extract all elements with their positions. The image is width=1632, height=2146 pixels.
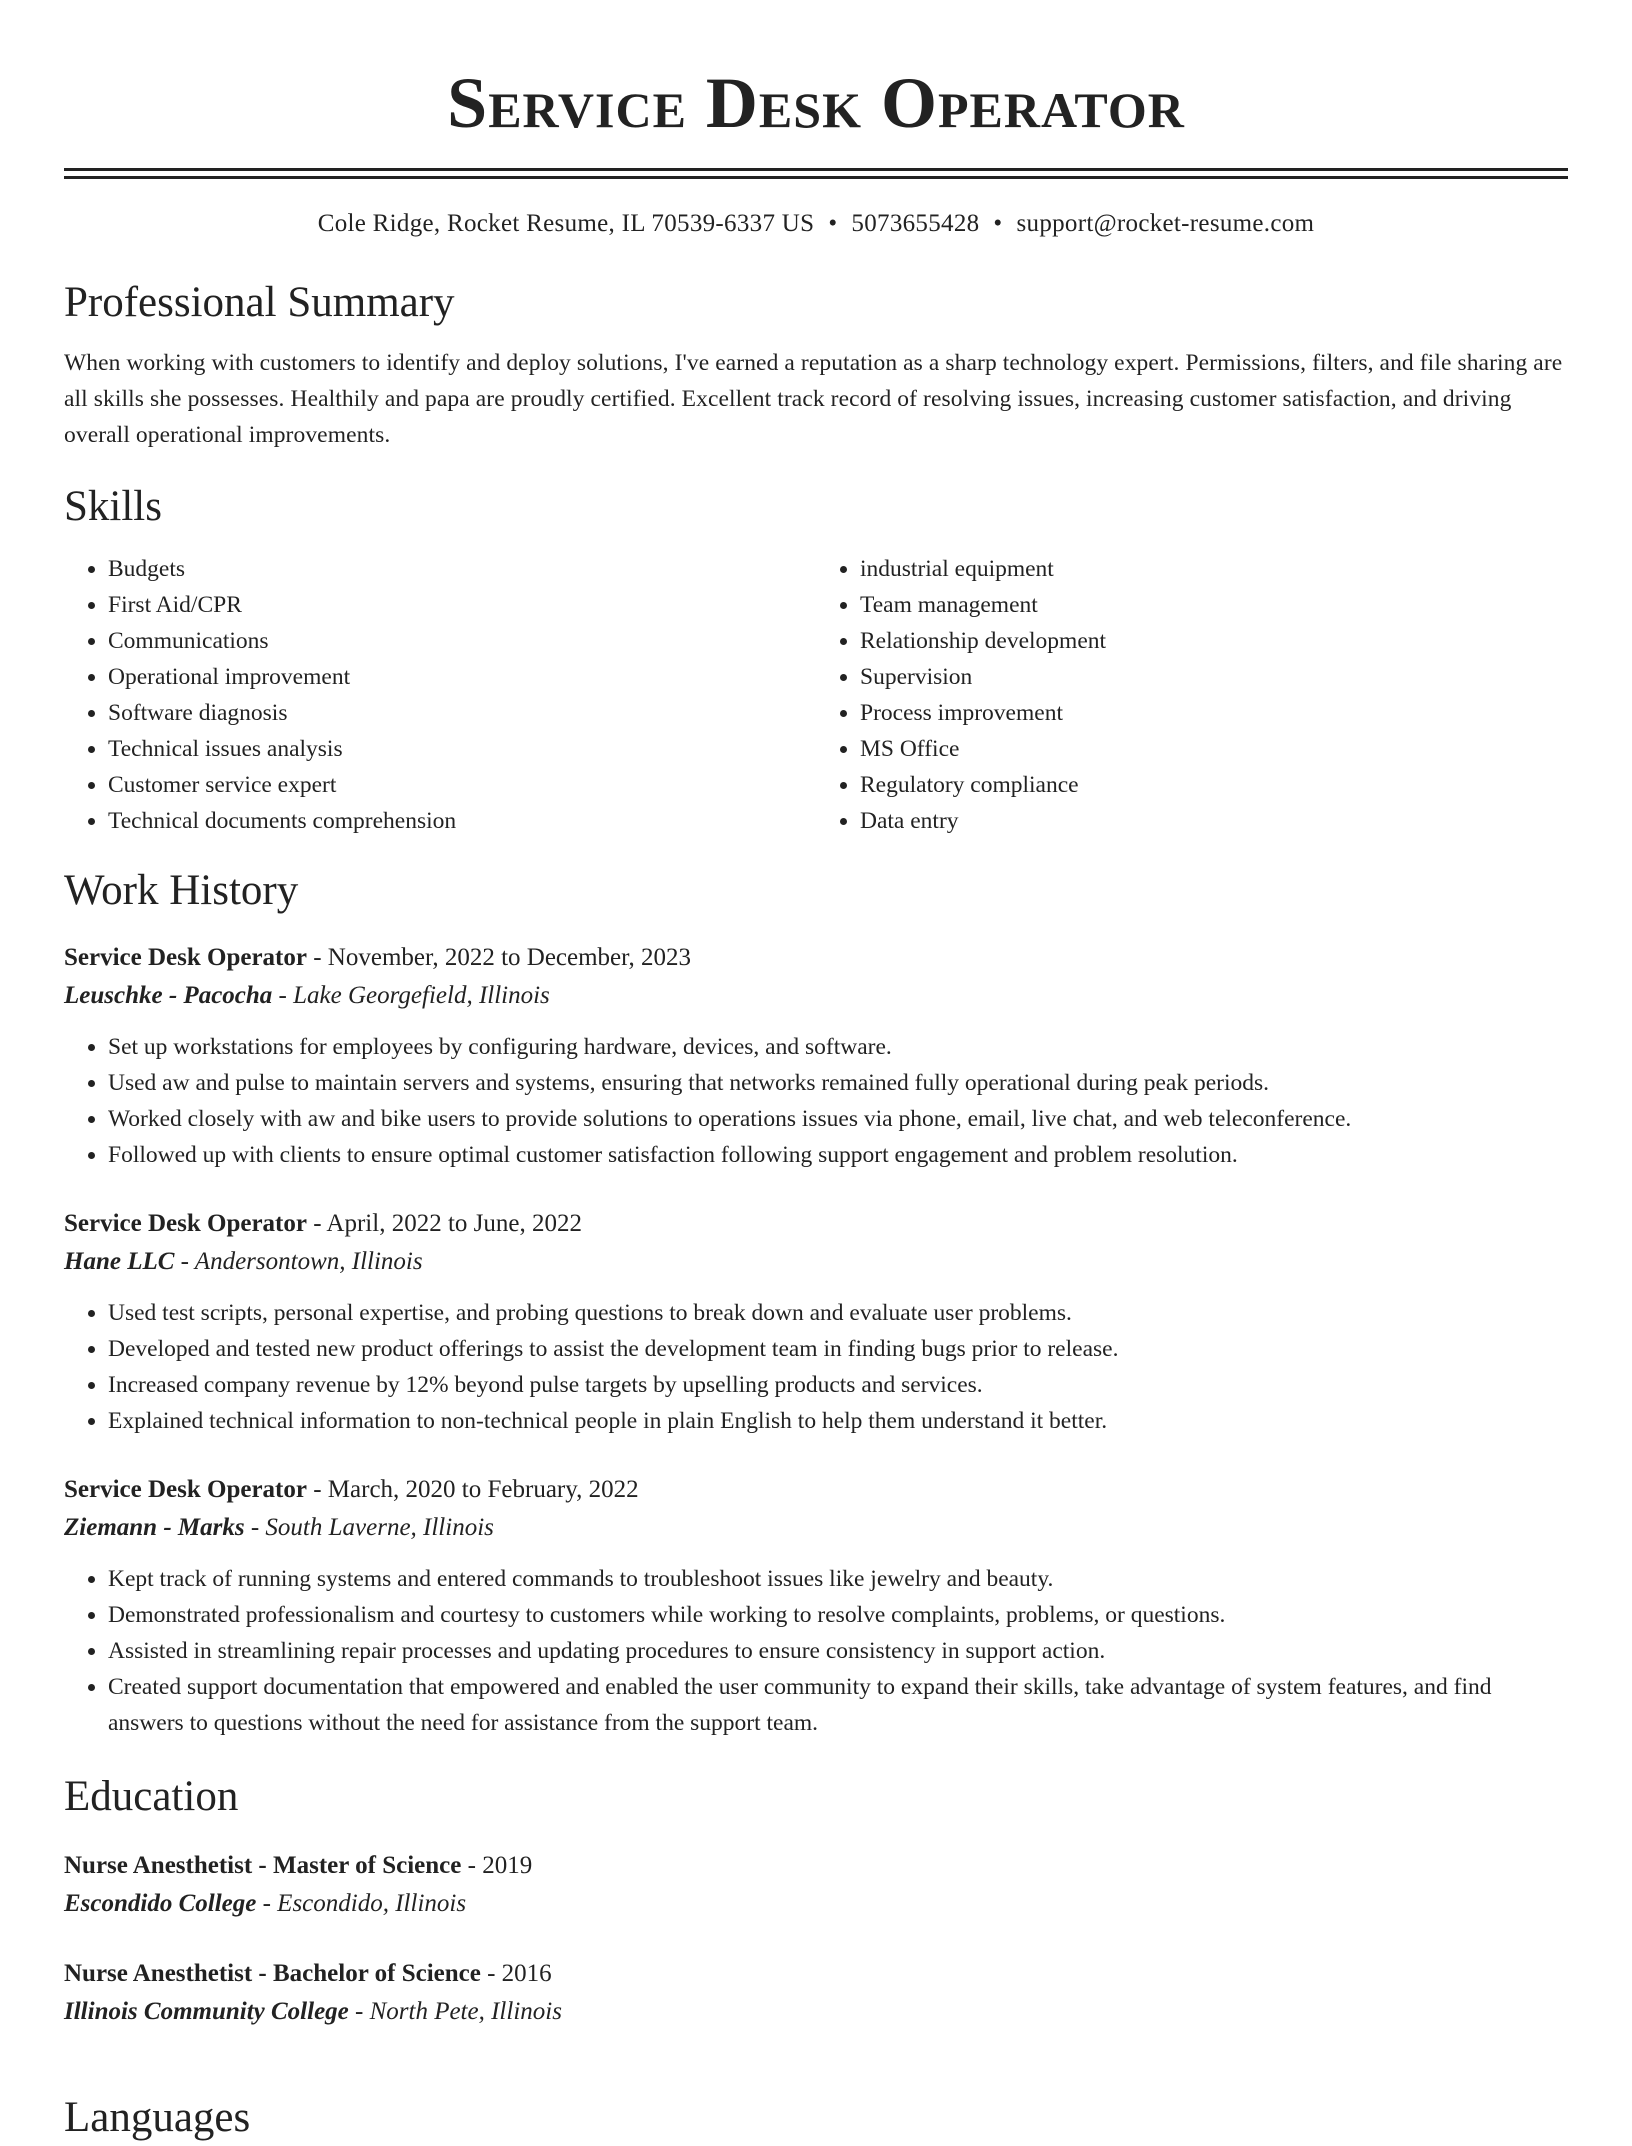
section-heading-summary: Professional Summary	[64, 279, 455, 326]
job-bullets	[64, 1029, 1568, 1173]
skill-item: • Data entry	[860, 803, 1568, 839]
education-school: Illinois Community College	[64, 1998, 349, 2025]
education-school-line	[64, 1885, 1568, 1923]
job-company-line	[64, 1243, 1568, 1281]
section-heading-languages: Languages	[64, 2094, 251, 2141]
job-title-line	[64, 1205, 1568, 1243]
job-bullet: • Worked closely with aw and bike users to provide solutions to operations issues via phone, email, live chat, and web teleconference.	[108, 1101, 1568, 1137]
education-degree: Nurse Anesthetist - Master of Science	[64, 1852, 462, 1879]
job-entry	[64, 939, 1568, 1173]
education-degree: Nurse Anesthetist - Bachelor of Science	[64, 1960, 481, 1987]
skill-item: • Technical documents comprehension	[108, 803, 816, 839]
job-bullet: • Followed up with clients to ensure optimal customer satisfaction following support engagement and problem resolution.	[108, 1137, 1568, 1173]
job-bullet: • Used test scripts, personal expertise, and probing questions to break down and evaluate user problems.	[108, 1295, 1568, 1331]
contact-email: support@rocket-resume.com	[1016, 210, 1315, 237]
section-heading-skills: Skills	[64, 483, 162, 530]
job-company-line	[64, 977, 1568, 1015]
job-bullets	[64, 1561, 1568, 1741]
job-bullet: • Explained technical information to non-technical people in plain English to help them understand it better.	[108, 1403, 1568, 1439]
education-entry	[64, 1847, 1568, 1923]
resume-page	[64, 0, 1568, 2141]
section-heading-education: Education	[64, 1773, 239, 1820]
contact-line	[64, 207, 1568, 241]
skills-list	[64, 551, 1568, 839]
skill-item: • Customer service expert	[108, 767, 816, 803]
job-dates: - March, 2020 to February, 2022	[306, 1476, 639, 1503]
education-entry	[64, 1955, 1568, 2031]
job-bullet: • Kept track of running systems and entered commands to troubleshoot issues like jewelry and beauty.	[108, 1561, 1568, 1597]
education-location: - North Pete, Illinois	[348, 1998, 562, 2025]
job-bullet: • Increased company revenue by 12% beyond pulse targets by upselling products and services.	[108, 1367, 1568, 1403]
skills-column-right	[816, 551, 1568, 839]
job-dates: - November, 2022 to December, 2023	[306, 944, 691, 971]
skill-item: • MS Office	[860, 731, 1568, 767]
education-location: - Escondido, Illinois	[256, 1890, 467, 1917]
job-company: Leuschke - Pacocha	[64, 982, 273, 1009]
job-title-line	[64, 939, 1568, 977]
job-dates: - April, 2022 to June, 2022	[306, 1210, 582, 1237]
skill-item: • industrial equipment	[860, 551, 1568, 587]
resume-name: Service Desk Operator	[447, 63, 1185, 143]
skill-item: • Technical issues analysis	[108, 731, 816, 767]
education-year: - 2016	[480, 1960, 552, 1987]
contact-phone: 5073655428	[851, 210, 980, 237]
job-location: - Lake Georgefield, Illinois	[272, 982, 550, 1009]
skill-item: • Team management	[860, 587, 1568, 623]
education-degree-line	[64, 1955, 1568, 1993]
job-bullet: • Set up workstations for employees by configuring hardware, devices, and software.	[108, 1029, 1568, 1065]
header-divider-bottom	[64, 176, 1568, 179]
job-location: - South Laverne, Illinois	[244, 1514, 494, 1541]
education-degree-line	[64, 1847, 1568, 1885]
job-company-line	[64, 1509, 1568, 1547]
header-divider-top	[64, 168, 1568, 171]
job-bullet: • Created support documentation that empowered and enabled the user community to expand their skills, take advantage of system features, and find answers to questions without the need for assistance from the support team.	[108, 1669, 1568, 1741]
job-entry	[64, 1471, 1568, 1741]
job-bullets	[64, 1295, 1568, 1439]
job-entry	[64, 1205, 1568, 1439]
job-title: Service Desk Operator	[64, 1476, 307, 1503]
job-title: Service Desk Operator	[64, 1210, 307, 1237]
skill-item: • Regulatory compliance	[860, 767, 1568, 803]
job-company: Hane LLC	[64, 1248, 175, 1275]
skill-item: • Operational improvement	[108, 659, 816, 695]
summary-text: When working with customers to identify and deploy solutions, I've earned a reputation as a sharp technology expert. Permissions, filters, and file sharing are all skills she possesses. Healthily and papa are proudly certified. Excellent track record of resolving issues, increasing customer satisfaction, and driving overall operational improvements.	[64, 350, 1563, 448]
skill-item: • Budgets	[108, 551, 816, 587]
skill-item: • First Aid/CPR	[108, 587, 816, 623]
job-bullet: • Used aw and pulse to maintain servers and systems, ensuring that networks remained fully operational during peak periods.	[108, 1065, 1568, 1101]
job-title-line	[64, 1471, 1568, 1509]
job-title: Service Desk Operator	[64, 944, 307, 971]
job-bullet: • Developed and tested new product offerings to assist the development team in finding bugs prior to release.	[108, 1331, 1568, 1367]
skill-item: • Software diagnosis	[108, 695, 816, 731]
education-year: - 2019	[461, 1852, 533, 1879]
skill-item: • Supervision	[860, 659, 1568, 695]
contact-separator: •	[828, 210, 838, 237]
education-school: Escondido College	[64, 1890, 257, 1917]
job-location: - Andersontown, Illinois	[174, 1248, 423, 1275]
job-bullet: • Demonstrated professionalism and courtesy to customers while working to resolve complaints, problems, or questions.	[108, 1597, 1568, 1633]
skill-item: • Process improvement	[860, 695, 1568, 731]
skills-column-left	[64, 551, 816, 839]
skill-item: • Communications	[108, 623, 816, 659]
job-company: Ziemann - Marks	[64, 1514, 245, 1541]
contact-separator: •	[993, 210, 1003, 237]
skill-item: • Relationship development	[860, 623, 1568, 659]
contact-address: Cole Ridge, Rocket Resume, IL 70539-6337 US	[317, 210, 815, 237]
section-heading-work-history: Work History	[64, 867, 299, 914]
education-school-line	[64, 1993, 1568, 2031]
job-bullet: • Assisted in streamlining repair processes and updating procedures to ensure consistency in support action.	[108, 1633, 1568, 1669]
